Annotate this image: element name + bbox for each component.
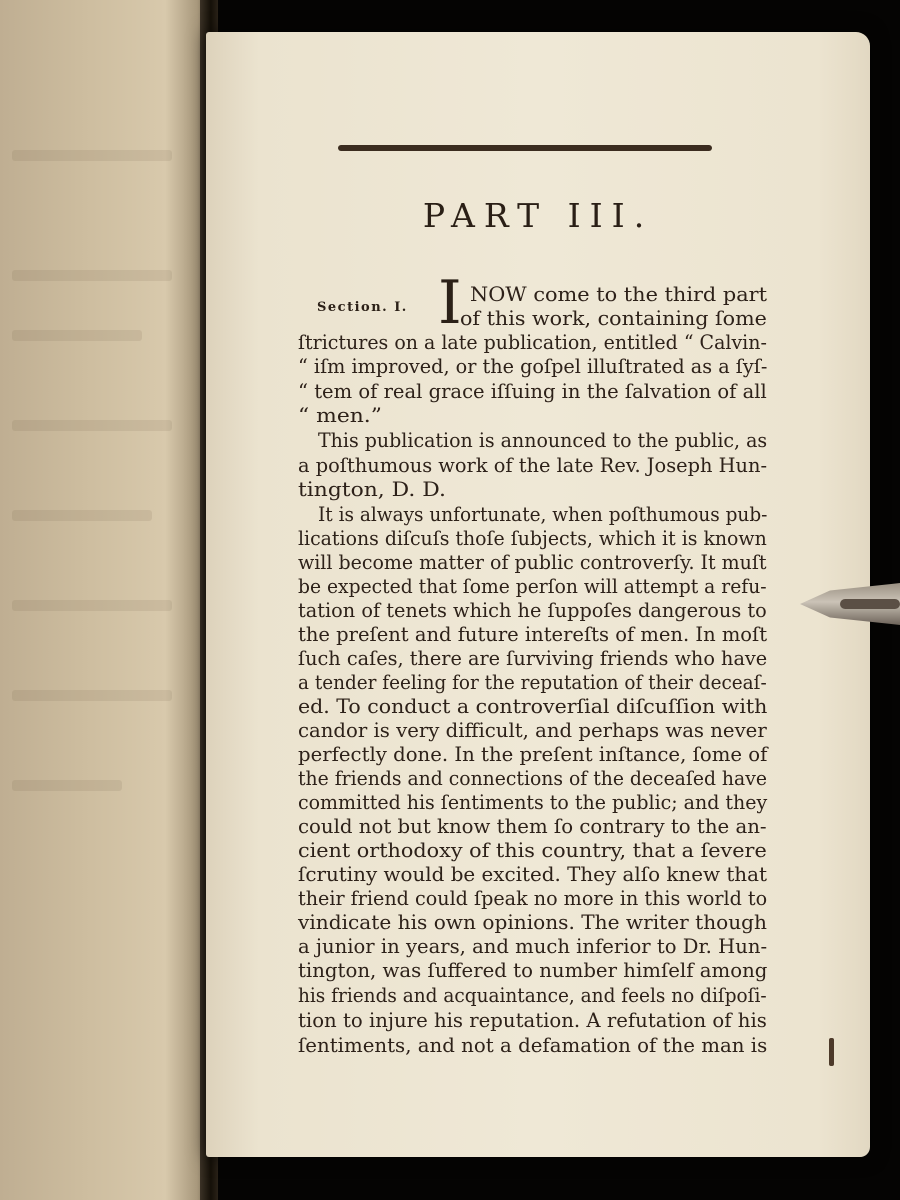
text-line: be expected that ſome perſon will attempt a refu- bbox=[298, 575, 767, 598]
text-line: a poſthumous work of the late Rev. Joseph Hun- bbox=[298, 454, 768, 477]
text-line: the friends and connections of the deceaſed have bbox=[298, 767, 767, 790]
text-line: “ iſm improved, or the goſpel illuſtrated as a ſyſ- bbox=[298, 355, 768, 378]
text-line: their friend could ſpeak no more in this world to bbox=[298, 887, 768, 910]
text-line: a junior in years, and much inferior to Dr. Hun- bbox=[298, 935, 768, 958]
text-line: perfectly done. In the preſent inſtance, ſome of bbox=[298, 743, 768, 766]
part-title: PART III. bbox=[422, 196, 654, 235]
text-line: committed his ſentiments to the public; and they bbox=[298, 791, 768, 814]
drop-cap: I bbox=[438, 268, 462, 338]
text-line: lications diſcuſs thoſe ſubjects, which it is known bbox=[298, 527, 767, 550]
text-line: a tender feeling for the reputation of their deceaſ- bbox=[298, 671, 767, 694]
text-line: NOW come to the third part bbox=[470, 283, 767, 306]
text-line: ed. To conduct a controverſial diſcuſſion with bbox=[298, 695, 768, 718]
text-line: candor is very difficult, and perhaps was never bbox=[298, 719, 767, 742]
text-line: could not but know them ſo contrary to the an- bbox=[298, 815, 767, 838]
text-line: of this work, containing ſome bbox=[460, 307, 767, 330]
text-line: cient orthodoxy of this country, that a ſevere bbox=[298, 839, 767, 862]
text-line: It is always unfortunate, when poſthumous pub- bbox=[318, 503, 768, 526]
text-line: vindicate his own opinions. The writer though bbox=[298, 911, 767, 934]
text-line: “ tem of real grace iſſuing in the ſalvation of all bbox=[298, 380, 767, 403]
text-line: tington, D. D. bbox=[298, 478, 446, 501]
text-line: tion to injure his reputation. A refutation of his bbox=[298, 1009, 767, 1032]
text-line: the preſent and future intereſts of men. In moſt bbox=[298, 623, 768, 646]
text-line: tington, was ſuffered to number himſelf among bbox=[298, 959, 768, 982]
header-rule bbox=[338, 145, 712, 151]
text-line: ſtrictures on a late publication, entitled “ Calvin- bbox=[298, 331, 767, 354]
text-line: tation of tenets which he ſuppoſes dangerous to bbox=[298, 599, 767, 622]
text-line: This publication is announced to the public, as bbox=[318, 429, 768, 452]
section-label: Section. I. bbox=[317, 300, 408, 315]
text-line: “ men.” bbox=[298, 404, 382, 427]
text-line: ſentiments, and not a defamation of the man is bbox=[298, 1034, 768, 1057]
text-line: his friends and acquaintance, and feels no diſpoſi- bbox=[298, 984, 767, 1007]
text-line: will become matter of public controverſy. It muſt bbox=[298, 551, 767, 574]
left-facing-page bbox=[0, 0, 212, 1200]
text-line: ſuch caſes, there are ſurviving friends who have bbox=[298, 647, 768, 670]
text-line: ſcrutiny would be excited. They alſo knew that bbox=[298, 863, 767, 886]
page-edge-mark bbox=[829, 1038, 834, 1066]
